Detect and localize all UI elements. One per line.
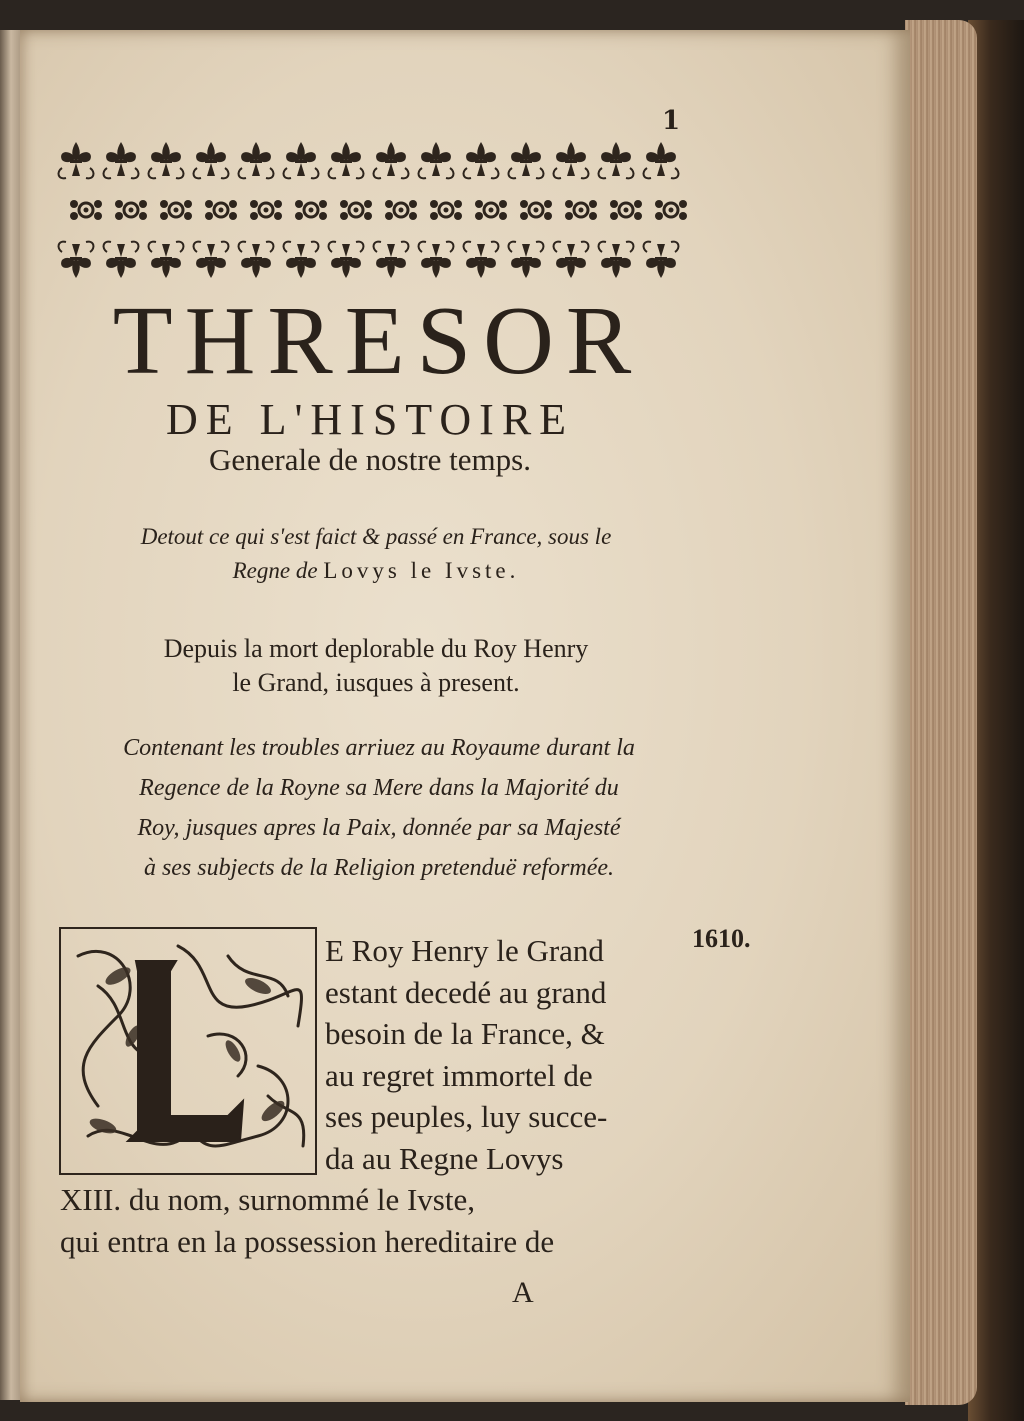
fleuron-icon: [59, 242, 94, 278]
fleuron-icon: [149, 242, 184, 278]
fleuron-icon: [194, 242, 229, 278]
fleuron-icon: [610, 200, 642, 220]
fleuron-icon: [464, 242, 499, 278]
fleuron-icon: [520, 200, 552, 220]
fleuron-icon: [70, 200, 102, 220]
body-line: E Roy Henry le Grand: [325, 933, 604, 968]
body-line: estant decedé au grand: [325, 974, 607, 1010]
fleuron-icon: [194, 142, 229, 178]
fleuron-icon: [599, 242, 634, 278]
subtitle-line2: Generale de nostre temps.: [209, 442, 531, 477]
fleuron-icon: [565, 200, 597, 220]
page-number: 1: [662, 106, 681, 136]
description-reign-line: Detout ce qui s'est faict & passé en France, sous le: [140, 524, 612, 549]
fleuron-row-top: [59, 142, 687, 278]
fleuron-icon: [104, 242, 139, 278]
fleuron-icon: [430, 200, 462, 220]
body-line: XIII. du nom, surnommé le Ivste,: [60, 1182, 475, 1217]
fleuron-icon: [149, 142, 184, 178]
fleuron-icon: [599, 142, 634, 178]
margin-year-note: 1610.: [692, 924, 751, 953]
fleuron-icon: [554, 142, 589, 178]
fleuron-icon: [329, 242, 364, 278]
fleuron-icon: [554, 242, 589, 278]
description-reign: [56, 520, 696, 588]
fleuron-icon: [205, 200, 237, 220]
fleuron-icon: [509, 142, 544, 178]
fleuron-icon: [239, 242, 274, 278]
fleuron-icon: [115, 200, 147, 220]
description-contents-line: Contenant les troubles arriuez au Royaume durant la: [123, 735, 635, 761]
fleuron-icon: [59, 142, 94, 178]
body-line: au regret immortel de: [325, 1057, 593, 1093]
subtitle: DE L'HISTOIRE: [165, 395, 575, 444]
description-contents-line: à ses subjects de la Religion pretenduë reformée.: [143, 855, 615, 881]
description-reign-line: Regne de Lovys le Ivste.: [232, 558, 520, 583]
fleuron-icon: [475, 200, 507, 220]
body-line: da au Regne Lovys: [325, 1140, 564, 1176]
fleuron-icon: [284, 142, 319, 178]
fleuron-icon: [160, 200, 192, 220]
fleuron-icon: [644, 242, 679, 278]
body-line: besoin de la France, &: [325, 1016, 605, 1051]
fleuron-icon: [509, 242, 544, 278]
description-since-line: Depuis la mort deplorable du Roy Henry: [163, 634, 589, 663]
fleuron-icon: [104, 142, 139, 178]
fleuron-icon: [340, 200, 372, 220]
fleuron-icon: [284, 242, 319, 278]
fleuron-icon: [295, 200, 327, 220]
fleuron-icon: [250, 200, 282, 220]
fleuron-icon: [644, 142, 679, 178]
page-block-edge: [905, 20, 977, 1405]
decorated-initial-l: [58, 926, 318, 1176]
fleuron-icon: [419, 142, 454, 178]
signature-mark: A: [512, 1276, 534, 1309]
description-contents: [54, 728, 704, 888]
fleuron-icon: [655, 200, 687, 220]
description-contents-line: Roy, jusques apres la Paix, donnée par sa Majesté: [137, 815, 621, 841]
description-since-line: le Grand, iusques à present.: [232, 668, 520, 697]
book-page: [20, 30, 910, 1402]
fleuron-icon: [385, 200, 417, 220]
left-page-edge: [0, 30, 22, 1400]
fleuron-icon: [374, 142, 409, 178]
fleuron-icon: [374, 242, 409, 278]
description-since: [76, 632, 676, 700]
title: THRESOR: [112, 287, 644, 395]
body-line: qui entra en la possession hereditaire de: [60, 1223, 555, 1259]
king-name: Lovys le Ivste.: [323, 558, 520, 583]
fleuron-icon: [419, 242, 454, 278]
body-line: ses peuples, luy succe-: [325, 1099, 608, 1134]
fleuron-icon: [239, 142, 274, 178]
body-text-beside-initial: [325, 930, 680, 1179]
fleuron-icon: [329, 142, 364, 178]
body-text-full-width: [60, 1179, 680, 1262]
description-contents-line: Regence de la Royne sa Mere dans la Majorité du: [139, 775, 619, 801]
fleuron-icon: [464, 142, 499, 178]
